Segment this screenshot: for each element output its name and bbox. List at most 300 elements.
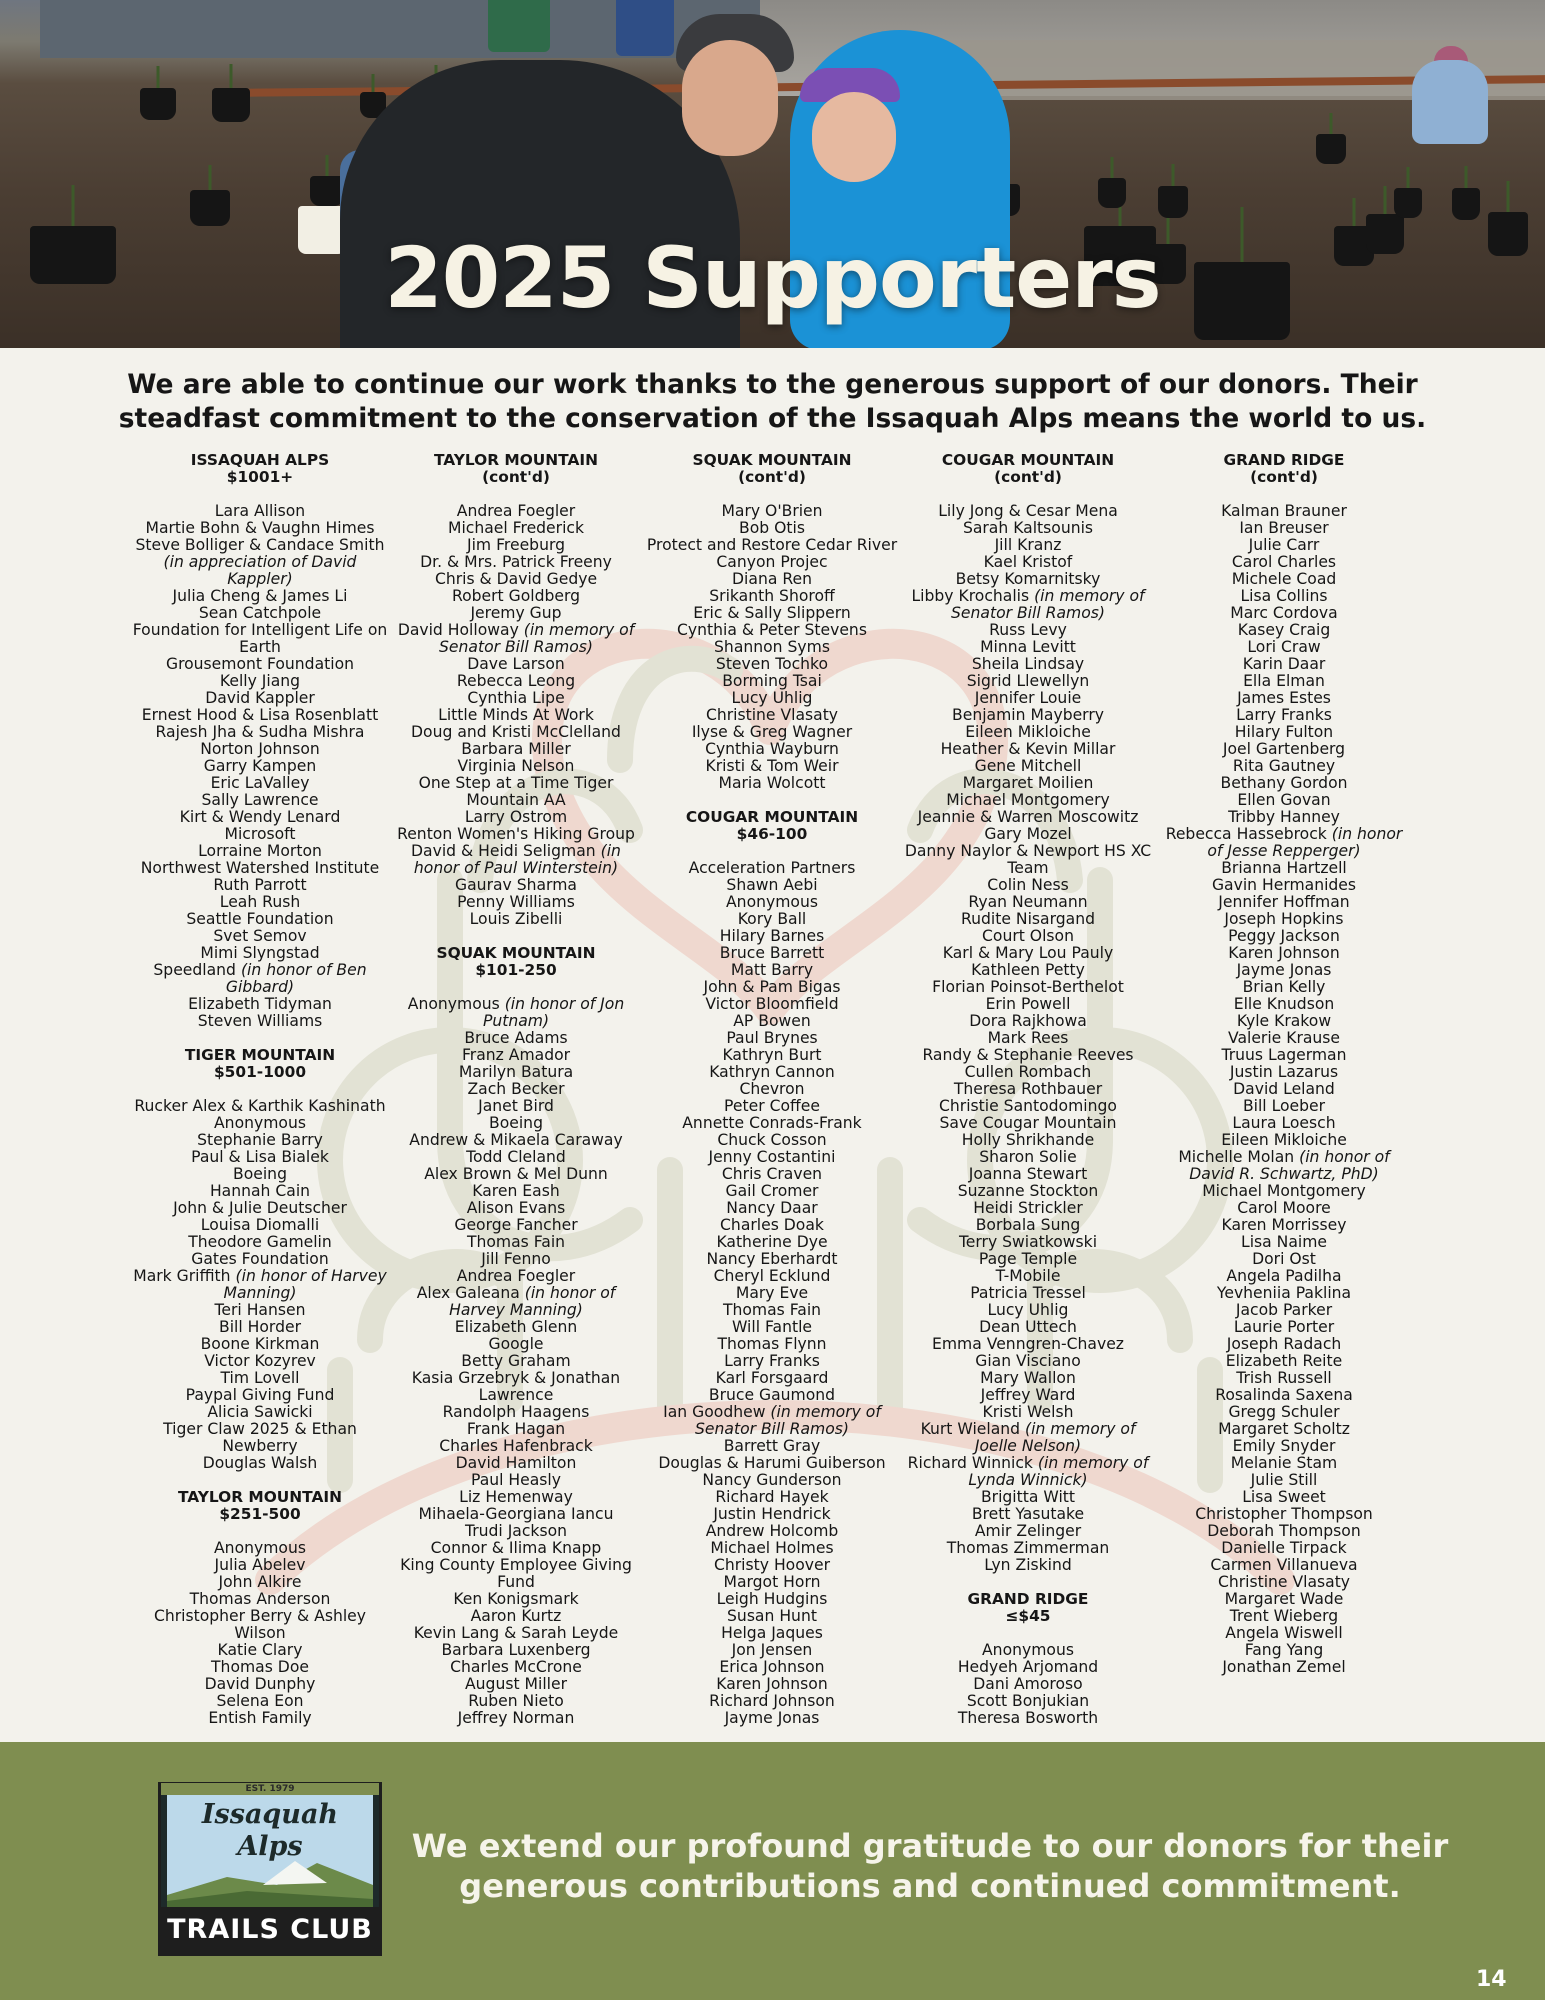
donor-list <box>388 503 644 928</box>
donor-name: Sharon Solie <box>979 1148 1077 1166</box>
donor-name: George Fancher <box>454 1216 578 1234</box>
donor-name-text: Mark Griffith <box>133 1267 231 1285</box>
donor-name: Selena Eon <box>216 1692 304 1710</box>
donor-name: August Miller <box>465 1675 567 1693</box>
donor-name: Florian Poinsot-Berthelot <box>932 978 1124 996</box>
donor-list <box>132 1098 388 1472</box>
donor-name: Karin Daar <box>1242 655 1326 673</box>
donor-name <box>1156 826 1412 860</box>
donor-name: Dori Ost <box>1252 1250 1316 1268</box>
donor-name: Jennifer Louie <box>974 689 1082 707</box>
donor-name: Sigrid Llewellyn <box>966 672 1090 690</box>
donor-name: Hilary Fulton <box>1234 723 1334 741</box>
donor-name: Matt Barry <box>730 961 814 979</box>
section-title: GRAND RIDGE <box>967 1590 1089 1608</box>
donor-name: Thomas Doe <box>211 1658 309 1676</box>
donor-name: Thomas Fain <box>466 1233 566 1251</box>
donor-name: Ruth Parrott <box>213 876 307 894</box>
donor-name: Michael Montgomery <box>946 791 1110 809</box>
donor-name: David Kappler <box>205 689 315 707</box>
plant-pot <box>1158 186 1188 218</box>
donor-name: Valerie Krause <box>1227 1029 1341 1047</box>
donor-name: Microsoft <box>224 825 296 843</box>
donor-list <box>644 503 900 792</box>
donor-name: Gregg Schuler <box>1228 1403 1340 1421</box>
section-title: COUGAR MOUNTAIN <box>941 451 1115 469</box>
donor-name: Jeremy Gup <box>470 604 562 622</box>
donor-name: Jonathan Zemel <box>1222 1658 1346 1676</box>
donor-name: Kristi & Tom Weir <box>705 757 839 775</box>
donor-name: Mary O'Brien <box>721 502 823 520</box>
donor-name: Kasey Craig <box>1237 621 1331 639</box>
donor-name: T-Mobile <box>995 1267 1061 1285</box>
section-title: SQUAK MOUNTAIN <box>436 944 596 962</box>
donor-name: Dr. & Mrs. Patrick Freeny <box>420 553 612 571</box>
donor-name: Dave Larson <box>467 655 565 673</box>
donor-name: Kristi Welsh <box>982 1403 1074 1421</box>
donor-name: Margaret Wade <box>1224 1590 1344 1608</box>
trails-club-logo <box>158 1782 382 1956</box>
donor-name <box>900 1455 1156 1489</box>
background-gardener <box>1412 60 1488 144</box>
donor-name: Larry Ostrom <box>464 808 568 826</box>
donor-name: Ella Elman <box>1243 672 1325 690</box>
donor-name: Julie Still <box>1250 1471 1318 1489</box>
donor-name: Bethany Gordon <box>1220 774 1348 792</box>
donor-name: Jacob Parker <box>1235 1301 1333 1319</box>
donor-name: Norton Johnson <box>200 740 320 758</box>
donor-name-text: Anonymous <box>407 995 500 1013</box>
donor-name: Anonymous <box>982 1641 1074 1659</box>
donor-name: Seattle Foundation <box>186 910 334 928</box>
donor-name: Charles Doak <box>720 1216 824 1234</box>
donor-dedication: (in honor of Ben Gibbard) <box>225 961 367 996</box>
donor-name: Jim Freeburg <box>467 536 565 554</box>
donor-list <box>644 860 900 1727</box>
donor-name: Helga Jaques <box>721 1624 823 1642</box>
donor-name: Michele Coad <box>1231 570 1337 588</box>
donor-name-text: Michelle Molan <box>1178 1148 1295 1166</box>
donor-name: Zach Becker <box>467 1080 565 1098</box>
donor-name: Karen Johnson <box>1228 944 1340 962</box>
section-title: ISSAQUAH ALPS <box>190 451 330 469</box>
donor-name: Deborah Thompson <box>1207 1522 1361 1540</box>
donor-name: Paul Heasly <box>471 1471 561 1489</box>
donor-name: Diana Ren <box>732 570 812 588</box>
donor-dedication: (in honor of Harvey Manning) <box>223 1267 387 1302</box>
donor-section <box>132 452 388 1030</box>
donor-name: Trish Russell <box>1236 1369 1332 1387</box>
donor-name: Theodore Gamelin <box>188 1233 332 1251</box>
donor-name: Rebecca Leong <box>456 672 576 690</box>
donor-name: Nancy Eberhardt <box>706 1250 838 1268</box>
donor-name-text: Speedland <box>153 961 236 979</box>
donor-name: Jill Fenno <box>481 1250 551 1268</box>
plant-pot <box>212 88 250 122</box>
donor-name: Court Olson <box>982 927 1074 945</box>
donor-name: Stephanie Barry <box>197 1131 323 1149</box>
donor-name: Will Fantle <box>731 1318 813 1336</box>
donor-name: Richard Johnson <box>709 1692 835 1710</box>
donor-name: Lucy Uhlig <box>731 689 813 707</box>
donor-section <box>644 809 900 1727</box>
donor-name: Shannon Syms <box>714 638 830 656</box>
donor-name: Christopher Berry & Ashley Wilson <box>153 1607 366 1642</box>
donor-name: Cynthia Wayburn <box>705 740 839 758</box>
donor-name: Borbala Sung <box>975 1216 1081 1234</box>
donor-name: Erica Johnson <box>719 1658 825 1676</box>
donor-section <box>132 1489 388 1727</box>
donor-name: Steven Tochko <box>715 655 829 673</box>
donor-name: Margot Horn <box>723 1573 821 1591</box>
donor-name: Maria Wolcott <box>718 774 826 792</box>
donor-name: Michael Holmes <box>710 1539 834 1557</box>
donor-name: Bob Otis <box>739 519 805 537</box>
donor-name: Rosalinda Saxena <box>1215 1386 1353 1404</box>
donor-name: Jayme Jonas <box>1236 961 1332 979</box>
donor-name: Acceleration Partners <box>688 859 856 877</box>
donor-name: Kalman Brauner <box>1221 502 1347 520</box>
donor-name: Bill Horder <box>219 1318 301 1336</box>
donor-name: Alex Brown & Mel Dunn <box>424 1165 608 1183</box>
donor-name: Katherine Dye <box>716 1233 828 1251</box>
donor-name: Lyn Ziskind <box>984 1556 1072 1574</box>
page-title: 2025 Supporters <box>384 229 1161 327</box>
donor-list <box>388 996 644 1727</box>
donor-name: Paul Brynes <box>726 1029 818 1047</box>
donor-name: Google <box>488 1335 544 1353</box>
donor-name: Christopher Thompson <box>1195 1505 1373 1523</box>
donor-name: Elizabeth Glenn <box>454 1318 578 1336</box>
donor-name <box>388 1285 644 1319</box>
donor-name: Andrea Foegler <box>456 502 576 520</box>
donor-name: Mark Rees <box>987 1029 1069 1047</box>
donor-name: Lisa Collins <box>1240 587 1328 605</box>
donor-name: Entish Family <box>208 1709 312 1727</box>
donor-dedication: (in appreciation of David Kappler) <box>163 553 357 588</box>
donor-name: Betsy Komarnitsky <box>955 570 1101 588</box>
donor-name: Joel Gartenberg <box>1222 740 1346 758</box>
donor-name: Thomas Fain <box>722 1301 822 1319</box>
donor-name: Rudite Nisargand <box>961 910 1095 928</box>
donor-name: Save Cougar Mountain <box>939 1114 1117 1132</box>
donor-name: Emily Snyder <box>1232 1437 1336 1455</box>
donor-name: Cullen Rombach <box>964 1063 1092 1081</box>
donor-name <box>644 1404 900 1438</box>
donor-name: Sarah Kaltsounis <box>962 519 1094 537</box>
donor-column-3 <box>644 452 900 1744</box>
donor-name: Liz Hemenway <box>459 1488 573 1506</box>
section-amount: $101-250 <box>475 961 557 979</box>
donor-name: Borming Tsai <box>722 672 822 690</box>
donor-name: Mary Eve <box>735 1284 809 1302</box>
donor-name: Lorraine Morton <box>198 842 322 860</box>
donor-name: Margaret Scholtz <box>1218 1420 1350 1438</box>
donor-name: Robert Goldberg <box>451 587 581 605</box>
donor-dedication: (in memory of Senator Bill Ramos) <box>695 1403 881 1438</box>
donor-name: Louis Zibelli <box>469 910 563 928</box>
plant-pot <box>1316 134 1346 164</box>
donor-name: Lily Jong & Cesar Mena <box>938 502 1118 520</box>
donor-name: Randy & Stephanie Reeves <box>922 1046 1134 1064</box>
donor-name: Elizabeth Tidyman <box>188 995 332 1013</box>
section-title: GRAND RIDGE <box>1223 451 1345 469</box>
donor-dedication: (in honor of Jesse Repperger) <box>1207 825 1403 860</box>
donor-list <box>1156 503 1412 1676</box>
donor-name: Rajesh Jha & Sudha Mishra <box>155 723 365 741</box>
donor-section <box>1156 452 1412 1676</box>
donor-name-text: Ian Goodhew <box>663 1403 766 1421</box>
donor-name: Joanna Stewart <box>968 1165 1088 1183</box>
donor-name: Erin Powell <box>985 995 1071 1013</box>
donor-name: Todd Cleland <box>466 1148 566 1166</box>
donor-name: Cynthia & Peter Stevens <box>677 621 867 639</box>
section-amount: $501-1000 <box>213 1063 307 1081</box>
donor-name: Kory Ball <box>737 910 807 928</box>
donor-name: Connor & Ilima Knapp <box>430 1539 602 1557</box>
donor-name: Mary Wallon <box>980 1369 1076 1387</box>
donor-name: Ilyse & Greg Wagner <box>691 723 853 741</box>
donor-name: Boone Kirkman <box>200 1335 320 1353</box>
donor-name: Theresa Rothbauer <box>953 1080 1103 1098</box>
donor-dedication: (in memory of Senator Bill Ramos) <box>951 587 1145 622</box>
donor-name: Bruce Barrett <box>719 944 825 962</box>
donor-name: Emma Venngren-Chavez <box>932 1335 1124 1353</box>
donor-name: Elizabeth Reite <box>1225 1352 1343 1370</box>
donor-name: Cynthia Lipe <box>467 689 565 707</box>
donor-name: Christine Vlasaty <box>1217 1573 1351 1591</box>
section-amount: (cont'd) <box>482 468 550 486</box>
donor-name: Gail Cromer <box>725 1182 819 1200</box>
donor-name: Gary Mozel <box>984 825 1072 843</box>
donor-name: Frank Hagan <box>466 1420 566 1438</box>
donor-name: Joseph Hopkins <box>1224 910 1344 928</box>
donor-name: Aaron Kurtz <box>470 1607 562 1625</box>
donor-name: Holly Shrikhande <box>961 1131 1095 1149</box>
donor-name: Jeffrey Norman <box>457 1709 575 1727</box>
donor-name: Janet Bird <box>478 1097 554 1115</box>
donor-name: Anonymous <box>214 1539 306 1557</box>
donor-name: Virginia Nelson <box>457 757 575 775</box>
donor-name: Ruben Nieto <box>468 1692 564 1710</box>
donor-name: Alicia Sawicki <box>207 1403 313 1421</box>
donor-name: Kathleen Petty <box>971 961 1085 979</box>
donor-column-5 <box>1156 452 1412 1693</box>
donor-name: Marilyn Batura <box>458 1063 574 1081</box>
donor-section <box>132 1047 388 1472</box>
donor-name: Ernest Hood & Lisa Rosenblatt <box>141 706 379 724</box>
donor-name: Michael Montgomery <box>1202 1182 1366 1200</box>
plant-pot <box>1098 178 1126 208</box>
donor-name <box>388 843 644 877</box>
donor-name: Terry Swiatkowski <box>958 1233 1098 1251</box>
donor-column-4 <box>900 452 1156 1744</box>
donor-name: Svet Semov <box>213 927 307 945</box>
donor-name: Brigitta Witt <box>980 1488 1076 1506</box>
donor-name: Amir Zelinger <box>974 1522 1082 1540</box>
plant-pot <box>1394 188 1422 218</box>
donor-section <box>900 452 1156 1574</box>
donor-name: Andrew Holcomb <box>705 1522 839 1540</box>
donor-name: Hannah Cain <box>209 1182 311 1200</box>
donor-name: Douglas & Harumi Guiberson <box>658 1454 886 1472</box>
donor-name: Nancy Daar <box>726 1199 818 1217</box>
donor-name: Truus Lagerman <box>1221 1046 1347 1064</box>
donor-name <box>388 622 644 656</box>
donor-name: Peter Coffee <box>724 1097 820 1115</box>
donor-name: Yevheniia Paklina <box>1216 1284 1352 1302</box>
donor-list <box>132 503 388 1030</box>
donor-name: David Dunphy <box>204 1675 316 1693</box>
donor-name: Betty Graham <box>461 1352 571 1370</box>
donor-name: Gene Mitchell <box>974 757 1082 775</box>
donor-name: Charles McCrone <box>450 1658 582 1676</box>
donor-name: Chuck Cosson <box>717 1131 827 1149</box>
donor-columns <box>132 452 1414 1742</box>
donor-name: Margaret Moilien <box>962 774 1094 792</box>
donor-name <box>900 588 1156 622</box>
donor-name: Brett Yasutake <box>971 1505 1085 1523</box>
donor-name: Laura Loesch <box>1232 1114 1336 1132</box>
donor-name: Mihaela-Georgiana Iancu <box>418 1505 614 1523</box>
donor-name: Eileen Mikloiche <box>1221 1131 1347 1149</box>
donor-dedication: (in honor of Paul Winterstein) <box>413 842 621 877</box>
donor-section <box>644 452 900 792</box>
donor-name: Katie Clary <box>217 1641 303 1659</box>
donor-section <box>900 1591 1156 1727</box>
donor-name: Julia Abelev <box>214 1556 306 1574</box>
donor-name: Theresa Bosworth <box>957 1709 1099 1727</box>
donor-name: Peggy Jackson <box>1228 927 1340 945</box>
donor-name: Martie Bohn & Vaughn Himes <box>145 519 375 537</box>
logo-est: EST. 1979 <box>161 1783 379 1795</box>
donor-name: Brian Kelly <box>1242 978 1326 996</box>
donor-name: Lara Allison <box>214 502 306 520</box>
donor-name: Renton Women's Hiking Group <box>397 825 635 843</box>
donor-name: Cheryl Ecklund <box>713 1267 831 1285</box>
donor-name-text: Rebecca Hassebrock <box>1165 825 1327 843</box>
blue-bin <box>616 0 674 56</box>
donor-name: Barrett Gray <box>723 1437 821 1455</box>
donor-name <box>132 554 388 588</box>
donor-name: Carol Charles <box>1231 553 1337 571</box>
donor-name: Carol Moore <box>1237 1199 1331 1217</box>
donor-name: Hedyeh Arjomand <box>957 1658 1099 1676</box>
donor-name: Danny Naylor & Newport HS XC Team <box>904 842 1152 877</box>
donor-list <box>900 503 1156 1574</box>
donor-name: Tiger Claw 2025 & Ethan Newberry <box>163 1420 357 1455</box>
donor-name: Angela Wiswell <box>1225 1624 1343 1642</box>
donor-name: Franz Amador <box>461 1046 571 1064</box>
donor-name: Andrew & Mikaela Caraway <box>409 1131 623 1149</box>
donor-name: Leigh Hudgins <box>716 1590 828 1608</box>
donor-name <box>388 996 644 1030</box>
donor-name: Tribby Hanney <box>1228 808 1340 826</box>
donor-name: Barbara Luxenberg <box>441 1641 591 1659</box>
donor-name: Elle Knudson <box>1233 995 1335 1013</box>
donor-name: Trudi Jackson <box>464 1522 568 1540</box>
donor-dedication: (in honor of Jon Putnam) <box>482 995 625 1030</box>
section-amount: $46-100 <box>736 825 808 843</box>
donor-name: Kyle Krakow <box>1236 1012 1332 1030</box>
donor-name: Bill Loeber <box>1242 1097 1326 1115</box>
donor-name: Jill Kranz <box>994 536 1062 554</box>
donor-name: Chevron <box>739 1080 805 1098</box>
donor-column-1 <box>132 452 388 1744</box>
section-amount: (cont'd) <box>738 468 806 486</box>
donor-name: Doug and Kristi McClelland <box>411 723 621 741</box>
donor-name: Jenny Costantini <box>708 1148 836 1166</box>
donor-name: Little Minds At Work <box>438 706 594 724</box>
donor-name: Julia Cheng & James Li <box>172 587 348 605</box>
donor-list <box>900 1642 1156 1727</box>
green-bin <box>488 0 550 52</box>
donor-name: Patricia Tressel <box>970 1284 1086 1302</box>
donor-name: Justin Hendrick <box>713 1505 831 1523</box>
donor-name: Ken Konigsmark <box>453 1590 579 1608</box>
donor-name: Mimi Slyngstad <box>200 944 320 962</box>
donor-name: Jennifer Hoffman <box>1218 893 1350 911</box>
donor-name: Karl Forsgaard <box>715 1369 829 1387</box>
donor-name: Jon Jensen <box>731 1641 813 1659</box>
donor-name: Foundation for Intelligent Life on Earth <box>132 621 388 656</box>
donor-name: Karen Morrissey <box>1221 1216 1347 1234</box>
donor-name: Russ Levy <box>989 621 1067 639</box>
donor-name: Leah Rush <box>219 893 301 911</box>
donor-name: Dani Amoroso <box>973 1675 1083 1693</box>
section-amount: $251-500 <box>219 1505 301 1523</box>
donor-name: Srikanth Shoroff <box>709 587 835 605</box>
donor-name: Colin Ness <box>987 876 1069 894</box>
donor-name: Gates Foundation <box>191 1250 329 1268</box>
donor-name: Victor Bloomfield <box>705 995 839 1013</box>
donor-name: Teri Hansen <box>214 1301 306 1319</box>
donor-name: Page Temple <box>978 1250 1078 1268</box>
plant-pot <box>140 88 176 120</box>
donor-name: Susan Hunt <box>727 1607 817 1625</box>
donor-column-2 <box>388 452 644 1744</box>
page-number: 14 <box>1476 1967 1507 1992</box>
section-title: TAYLOR MOUNTAIN <box>433 451 599 469</box>
donor-name: Justin Lazarus <box>1229 1063 1339 1081</box>
donor-name: Sean Catchpole <box>198 604 322 622</box>
donor-name: King County Employee Giving Fund <box>400 1556 632 1591</box>
donor-name: Dora Rajkhowa <box>969 1012 1087 1030</box>
donor-name: Jeffrey Ward <box>980 1386 1076 1404</box>
donor-name: Hilary Barnes <box>719 927 825 945</box>
donor-name: John & Pam Bigas <box>703 978 841 996</box>
donor-name: Steven Williams <box>197 1012 323 1030</box>
donor-dedication: (in memory of Joelle Nelson) <box>974 1420 1136 1455</box>
donor-name: Christie Santodomingo <box>939 1097 1117 1115</box>
donor-name: Julie Carr <box>1248 536 1320 554</box>
donor-name: Shawn Aebi <box>726 876 818 894</box>
donor-dedication: (in memory of Lynda Winnick) <box>968 1454 1149 1489</box>
donor-name: James Estes <box>1237 689 1331 707</box>
donor-name: Chris & David Gedye <box>434 570 598 588</box>
donor-name: David Leland <box>1233 1080 1335 1098</box>
donor-name: Fang Yang <box>1244 1641 1324 1659</box>
donor-name: Danielle Tirpack <box>1221 1539 1347 1557</box>
section-amount: ≤$45 <box>1005 1607 1051 1625</box>
donor-name: Jeannie & Warren Moscowitz <box>917 808 1139 826</box>
donor-name: Kathryn Burt <box>722 1046 822 1064</box>
section-amount: (cont'd) <box>994 468 1062 486</box>
section-amount: (cont'd) <box>1250 468 1318 486</box>
donor-name: Eric LaValley <box>210 774 310 792</box>
donor-dedication: (in memory of Senator Bill Ramos) <box>439 621 635 656</box>
donor-dedication: (in honor of Harvey Manning) <box>449 1284 616 1319</box>
